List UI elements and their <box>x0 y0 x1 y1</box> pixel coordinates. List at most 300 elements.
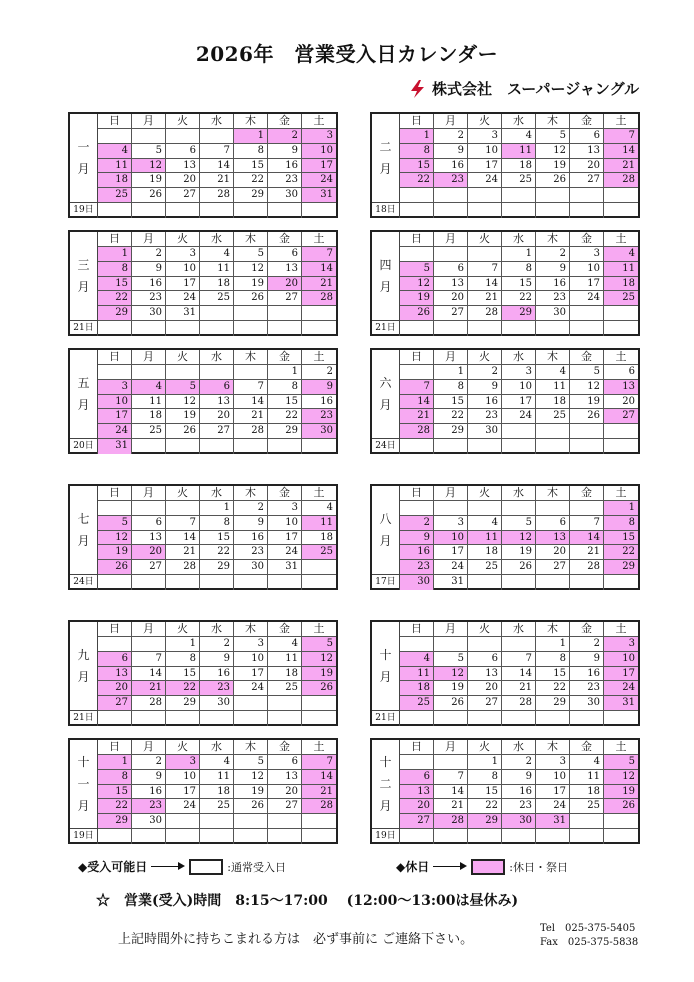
day-cell: 20 <box>604 395 638 410</box>
day-cell: 3 <box>502 365 536 380</box>
day-cell: 16 <box>468 395 502 410</box>
empty-cell <box>234 829 268 844</box>
month-label-char: 月 <box>77 280 90 294</box>
empty-cell <box>400 321 434 336</box>
weekday-header: 水 <box>200 232 234 247</box>
weekday-header: 水 <box>502 232 536 247</box>
weekday-header: 水 <box>502 114 536 129</box>
day-cell: 18 <box>570 785 604 800</box>
month-label <box>70 622 98 710</box>
month-label-char: 月 <box>77 799 90 813</box>
day-cell: 16 <box>234 531 268 546</box>
empty-cell <box>132 365 166 380</box>
weekday-header: 日 <box>400 740 434 755</box>
day-cell: 13 <box>604 380 638 395</box>
weekday-header: 土 <box>302 740 336 755</box>
empty-cell <box>570 203 604 218</box>
month-label-char: 五 <box>77 376 90 390</box>
day-cell: 13 <box>98 667 132 682</box>
empty-cell <box>166 711 200 726</box>
month-workday-count: 20日 <box>70 438 98 454</box>
weekday-header: 木 <box>234 486 268 501</box>
weekday-header: 木 <box>536 232 570 247</box>
empty-cell <box>468 637 502 652</box>
day-cell: 26 <box>434 696 468 711</box>
day-cell: 28 <box>468 306 502 321</box>
empty-cell <box>434 203 468 218</box>
day-cell: 5 <box>536 129 570 144</box>
day-cell: 21 <box>132 681 166 696</box>
empty-cell <box>302 560 336 575</box>
weekday-header: 土 <box>604 740 638 755</box>
day-cell: 22 <box>434 409 468 424</box>
day-cell: 14 <box>400 395 434 410</box>
day-cell: 11 <box>468 531 502 546</box>
day-cell: 27 <box>434 306 468 321</box>
empty-cell <box>132 203 166 218</box>
day-cell: 25 <box>570 799 604 814</box>
day-cell: 24 <box>166 799 200 814</box>
empty-cell <box>132 829 166 844</box>
day-cell: 4 <box>98 144 132 159</box>
day-cell: 5 <box>400 262 434 277</box>
empty-cell <box>604 306 638 321</box>
weekday-header: 金 <box>570 114 604 129</box>
empty-cell <box>536 829 570 844</box>
day-cell: 30 <box>132 306 166 321</box>
day-cell: 9 <box>536 262 570 277</box>
day-cell: 20 <box>268 785 302 800</box>
empty-cell <box>536 188 570 203</box>
day-cell: 2 <box>268 129 302 144</box>
month-day-grid <box>98 622 336 726</box>
month-label <box>372 486 400 574</box>
weekday-header: 火 <box>166 486 200 501</box>
empty-cell <box>302 306 336 321</box>
month-label-char: 六 <box>379 376 392 390</box>
day-cell: 12 <box>400 277 434 292</box>
weekday-header: 火 <box>166 114 200 129</box>
day-cell: 18 <box>132 409 166 424</box>
empty-cell <box>570 829 604 844</box>
empty-cell <box>268 203 302 218</box>
day-cell: 11 <box>536 380 570 395</box>
month-label <box>70 350 98 438</box>
day-cell: 9 <box>132 262 166 277</box>
day-cell: 9 <box>234 516 268 531</box>
day-cell: 18 <box>536 395 570 410</box>
day-cell: 13 <box>468 667 502 682</box>
tel-number: Tel 025-375-5405 <box>540 923 636 934</box>
month-day-grid <box>98 350 336 454</box>
day-cell: 11 <box>604 262 638 277</box>
day-cell: 3 <box>234 637 268 652</box>
day-cell: 27 <box>200 424 234 439</box>
empty-cell <box>570 306 604 321</box>
weekday-header: 水 <box>502 622 536 637</box>
day-cell: 17 <box>268 531 302 546</box>
month-label-char: 月 <box>77 534 90 548</box>
day-cell: 19 <box>604 785 638 800</box>
day-cell: 9 <box>502 770 536 785</box>
day-cell: 7 <box>604 129 638 144</box>
day-cell: 14 <box>570 531 604 546</box>
empty-cell <box>400 188 434 203</box>
weekday-header: 水 <box>200 622 234 637</box>
day-cell: 27 <box>166 188 200 203</box>
empty-cell <box>166 321 200 336</box>
weekday-header: 月 <box>132 740 166 755</box>
month-day-grid <box>400 486 638 590</box>
weekday-header: 金 <box>570 740 604 755</box>
empty-cell <box>468 247 502 262</box>
day-cell: 15 <box>234 159 268 174</box>
empty-cell <box>132 637 166 652</box>
day-cell: 12 <box>234 770 268 785</box>
empty-cell <box>604 188 638 203</box>
day-cell: 2 <box>400 516 434 531</box>
day-cell: 4 <box>468 516 502 531</box>
weekday-header: 土 <box>302 350 336 365</box>
day-cell: 8 <box>468 770 502 785</box>
legend-open-swatch <box>189 859 223 875</box>
empty-cell <box>400 439 434 454</box>
day-cell: 3 <box>434 516 468 531</box>
day-cell: 7 <box>502 652 536 667</box>
day-cell: 4 <box>536 365 570 380</box>
month-day-grid <box>98 486 336 590</box>
weekday-header: 土 <box>604 350 638 365</box>
weekday-header: 金 <box>570 350 604 365</box>
day-cell: 3 <box>570 247 604 262</box>
day-cell: 21 <box>604 159 638 174</box>
month-day-grid <box>400 740 638 844</box>
month-day-grid <box>400 114 638 218</box>
month-label-char: 三 <box>77 258 90 272</box>
weekday-header: 日 <box>98 232 132 247</box>
day-cell: 6 <box>570 129 604 144</box>
day-cell: 3 <box>166 247 200 262</box>
day-cell: 23 <box>502 799 536 814</box>
weekday-header: 土 <box>302 622 336 637</box>
weekday-header: 木 <box>536 114 570 129</box>
day-cell: 3 <box>468 129 502 144</box>
day-cell: 20 <box>468 681 502 696</box>
day-cell: 26 <box>234 291 268 306</box>
month-block <box>68 620 338 726</box>
day-cell: 24 <box>570 291 604 306</box>
day-cell: 1 <box>98 247 132 262</box>
empty-cell <box>302 203 336 218</box>
day-cell: 29 <box>98 814 132 829</box>
empty-cell <box>434 637 468 652</box>
day-cell: 25 <box>268 681 302 696</box>
day-cell: 27 <box>570 173 604 188</box>
day-cell: 28 <box>234 424 268 439</box>
weekday-header: 火 <box>166 740 200 755</box>
day-cell: 29 <box>166 696 200 711</box>
day-cell: 5 <box>234 247 268 262</box>
empty-cell <box>400 637 434 652</box>
empty-cell <box>570 711 604 726</box>
day-cell: 5 <box>132 144 166 159</box>
day-cell: 4 <box>570 755 604 770</box>
day-cell: 13 <box>536 531 570 546</box>
day-cell: 25 <box>502 173 536 188</box>
month-label <box>70 486 98 574</box>
day-cell: 27 <box>400 814 434 829</box>
weekday-header: 日 <box>400 486 434 501</box>
month-label-char: 八 <box>379 512 392 526</box>
month-day-grid <box>98 114 336 218</box>
month-workday-count: 21日 <box>372 710 400 726</box>
empty-cell <box>98 129 132 144</box>
day-cell: 9 <box>302 380 336 395</box>
month-block <box>370 112 640 218</box>
day-cell: 5 <box>502 516 536 531</box>
day-cell: 23 <box>536 291 570 306</box>
day-cell: 10 <box>166 770 200 785</box>
day-cell: 1 <box>166 637 200 652</box>
day-cell: 15 <box>400 159 434 174</box>
day-cell: 28 <box>502 696 536 711</box>
day-cell: 11 <box>400 667 434 682</box>
day-cell: 6 <box>132 516 166 531</box>
empty-cell <box>234 439 268 454</box>
day-cell: 22 <box>98 799 132 814</box>
day-cell: 12 <box>98 531 132 546</box>
day-cell: 8 <box>234 144 268 159</box>
weekday-header: 火 <box>468 622 502 637</box>
empty-cell <box>400 829 434 844</box>
day-cell: 24 <box>166 291 200 306</box>
empty-cell <box>502 188 536 203</box>
weekday-header: 木 <box>536 350 570 365</box>
day-cell: 18 <box>98 173 132 188</box>
day-cell: 3 <box>536 755 570 770</box>
day-cell: 31 <box>604 696 638 711</box>
empty-cell <box>132 321 166 336</box>
day-cell: 2 <box>132 247 166 262</box>
day-cell: 11 <box>268 652 302 667</box>
day-cell: 2 <box>502 755 536 770</box>
day-cell: 20 <box>434 291 468 306</box>
day-cell: 19 <box>502 545 536 560</box>
empty-cell <box>570 814 604 829</box>
day-cell: 12 <box>536 144 570 159</box>
day-cell: 13 <box>570 144 604 159</box>
empty-cell <box>468 439 502 454</box>
day-cell: 20 <box>132 545 166 560</box>
day-cell: 17 <box>604 667 638 682</box>
day-cell: 14 <box>502 667 536 682</box>
day-cell: 20 <box>268 277 302 292</box>
empty-cell <box>604 424 638 439</box>
day-cell: 5 <box>434 652 468 667</box>
empty-cell <box>200 306 234 321</box>
empty-cell <box>166 829 200 844</box>
day-cell: 16 <box>200 667 234 682</box>
weekday-header: 土 <box>302 114 336 129</box>
fax-number: Fax 025-375-5838 <box>540 937 639 948</box>
day-cell: 22 <box>98 291 132 306</box>
weekday-header: 土 <box>604 622 638 637</box>
empty-cell <box>234 711 268 726</box>
empty-cell <box>434 829 468 844</box>
day-cell: 28 <box>400 424 434 439</box>
day-cell: 16 <box>536 277 570 292</box>
empty-cell <box>234 814 268 829</box>
day-cell: 23 <box>234 545 268 560</box>
empty-cell <box>302 711 336 726</box>
month-block <box>370 348 640 454</box>
day-cell: 22 <box>536 681 570 696</box>
month-label <box>372 350 400 438</box>
day-cell: 30 <box>302 424 336 439</box>
empty-cell <box>268 696 302 711</box>
day-cell: 12 <box>570 380 604 395</box>
weekday-header: 木 <box>536 486 570 501</box>
weekday-header: 土 <box>604 486 638 501</box>
month-label-char: 月 <box>379 670 392 684</box>
day-cell: 7 <box>434 770 468 785</box>
empty-cell <box>502 203 536 218</box>
day-cell: 8 <box>200 516 234 531</box>
day-cell: 1 <box>434 365 468 380</box>
day-cell: 15 <box>166 667 200 682</box>
month-block <box>68 738 338 844</box>
company-label: 株式会社 スーパージャングル <box>432 80 640 98</box>
company-name <box>408 78 639 99</box>
empty-cell <box>302 696 336 711</box>
empty-cell <box>536 575 570 590</box>
month-workday-count: 19日 <box>70 202 98 218</box>
day-cell: 15 <box>434 395 468 410</box>
month-block <box>370 738 640 844</box>
day-cell: 17 <box>234 667 268 682</box>
day-cell: 22 <box>200 545 234 560</box>
day-cell: 13 <box>400 785 434 800</box>
weekday-header: 木 <box>536 622 570 637</box>
day-cell: 26 <box>166 424 200 439</box>
day-cell: 6 <box>268 247 302 262</box>
day-cell: 25 <box>604 291 638 306</box>
day-cell: 25 <box>200 799 234 814</box>
empty-cell <box>604 814 638 829</box>
business-hours: ☆ 営業(受入)時間 8:15〜17:00 (12:00〜13:00は昼休み) <box>96 893 519 909</box>
day-cell: 28 <box>132 696 166 711</box>
weekday-header: 月 <box>434 622 468 637</box>
day-cell: 24 <box>604 681 638 696</box>
day-cell: 20 <box>200 409 234 424</box>
day-cell: 15 <box>98 785 132 800</box>
empty-cell <box>200 129 234 144</box>
contact-info <box>540 922 638 950</box>
weekday-header: 月 <box>434 486 468 501</box>
weekday-header: 金 <box>268 114 302 129</box>
empty-cell <box>302 814 336 829</box>
day-cell: 1 <box>200 501 234 516</box>
weekday-header: 月 <box>132 486 166 501</box>
day-cell: 29 <box>502 306 536 321</box>
empty-cell <box>468 188 502 203</box>
day-cell: 26 <box>400 306 434 321</box>
empty-cell <box>502 501 536 516</box>
weekday-header: 火 <box>166 350 200 365</box>
day-cell: 6 <box>98 652 132 667</box>
day-cell: 20 <box>98 681 132 696</box>
empty-cell <box>200 439 234 454</box>
day-cell: 23 <box>302 409 336 424</box>
weekday-header: 水 <box>200 740 234 755</box>
day-cell: 6 <box>468 652 502 667</box>
empty-cell <box>268 814 302 829</box>
empty-cell <box>302 439 336 454</box>
day-cell: 5 <box>234 755 268 770</box>
day-cell: 13 <box>200 395 234 410</box>
month-workday-count: 21日 <box>372 320 400 336</box>
weekday-header: 月 <box>434 350 468 365</box>
empty-cell <box>200 829 234 844</box>
empty-cell <box>200 203 234 218</box>
page-title: 2026年 営業受入日カレンダー <box>195 42 499 66</box>
weekday-header: 金 <box>570 486 604 501</box>
day-cell: 19 <box>234 277 268 292</box>
day-cell: 15 <box>502 277 536 292</box>
day-cell: 21 <box>570 545 604 560</box>
month-workday-count: 21日 <box>70 320 98 336</box>
day-cell: 17 <box>98 409 132 424</box>
legend-closed-swatch <box>471 859 505 875</box>
month-workday-count: 24日 <box>372 438 400 454</box>
day-cell: 2 <box>234 501 268 516</box>
empty-cell <box>268 439 302 454</box>
day-cell: 16 <box>400 545 434 560</box>
day-cell: 30 <box>570 696 604 711</box>
day-cell: 14 <box>200 159 234 174</box>
month-label-char: 月 <box>77 670 90 684</box>
day-cell: 30 <box>400 575 434 590</box>
day-cell: 25 <box>400 696 434 711</box>
day-cell: 29 <box>200 560 234 575</box>
weekday-header: 土 <box>604 232 638 247</box>
day-cell: 25 <box>200 291 234 306</box>
month-label-char: 月 <box>379 799 392 813</box>
day-cell: 18 <box>400 681 434 696</box>
day-cell: 8 <box>604 516 638 531</box>
day-cell: 1 <box>502 247 536 262</box>
day-cell: 29 <box>536 696 570 711</box>
day-cell: 17 <box>302 159 336 174</box>
day-cell: 8 <box>98 770 132 785</box>
month-day-grid <box>98 232 336 336</box>
empty-cell <box>302 321 336 336</box>
month-day-grid <box>400 350 638 454</box>
day-cell: 25 <box>132 424 166 439</box>
day-cell: 15 <box>604 531 638 546</box>
day-cell: 9 <box>200 652 234 667</box>
empty-cell <box>234 365 268 380</box>
month-workday-count: 18日 <box>372 202 400 218</box>
day-cell: 19 <box>166 409 200 424</box>
day-cell: 23 <box>132 291 166 306</box>
day-cell: 9 <box>268 144 302 159</box>
empty-cell <box>268 829 302 844</box>
weekday-header: 木 <box>234 622 268 637</box>
empty-cell <box>400 755 434 770</box>
weekday-header: 火 <box>468 486 502 501</box>
empty-cell <box>502 321 536 336</box>
